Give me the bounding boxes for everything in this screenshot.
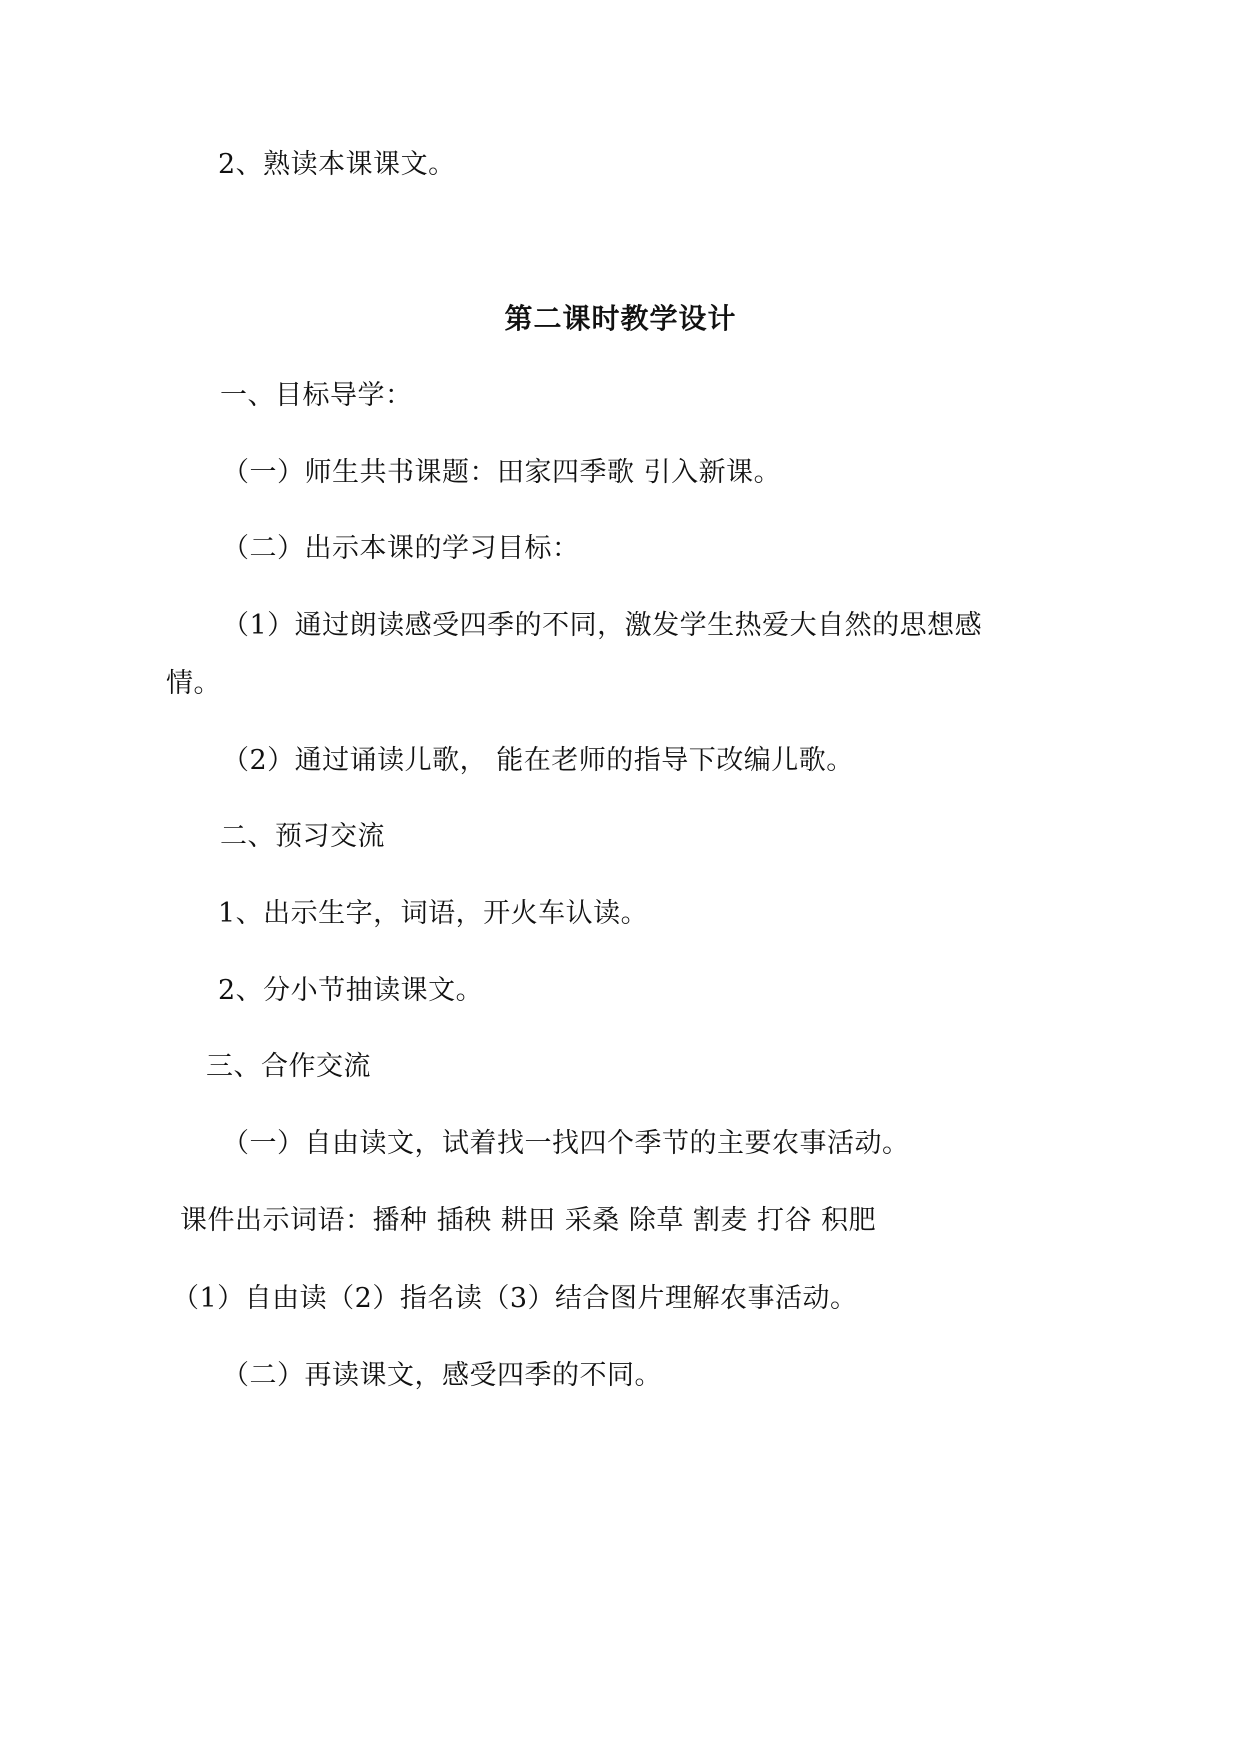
heading-1-subitem-2: （二）出示本课的学习目标：: [222, 533, 580, 564]
heading-2-item-1: 1、出示生字，词语，开火车认读。: [218, 898, 649, 929]
goal-1-line-2: 情。: [166, 668, 221, 699]
heading-2-item-2: 2、分小节抽读课文。: [218, 975, 484, 1006]
courseware-words: 课件出示词语：播种 插秧 耕田 采桑 除草 割麦 打谷 积肥: [180, 1205, 877, 1236]
goal-1-line-1: （1）通过朗读感受四季的不同，激发学生热爱大自然的思想感: [222, 610, 983, 641]
previous-item-2: 2、熟读本课课文。: [218, 149, 456, 180]
heading-1-subitem-1: （一）师生共书课题：田家四季歌 引入新课。: [222, 457, 782, 488]
heading-3-subitem-1: （一）自由读文，试着找一找四个季节的主要农事活动。: [222, 1128, 910, 1159]
section-title: 第二课时教学设计: [504, 302, 737, 335]
heading-3: 三、合作交流: [206, 1051, 371, 1082]
heading-1: 一、目标导学：: [220, 380, 413, 411]
reading-steps: （1）自由读（2）指名读（3）结合图片理解农事活动。: [172, 1283, 858, 1314]
goal-2: （2）通过诵读儿歌， 能在老师的指导下改编儿歌。: [222, 745, 854, 776]
heading-3-subitem-2: （二）再读课文，感受四季的不同。: [222, 1360, 662, 1391]
heading-2: 二、预习交流: [220, 821, 385, 852]
